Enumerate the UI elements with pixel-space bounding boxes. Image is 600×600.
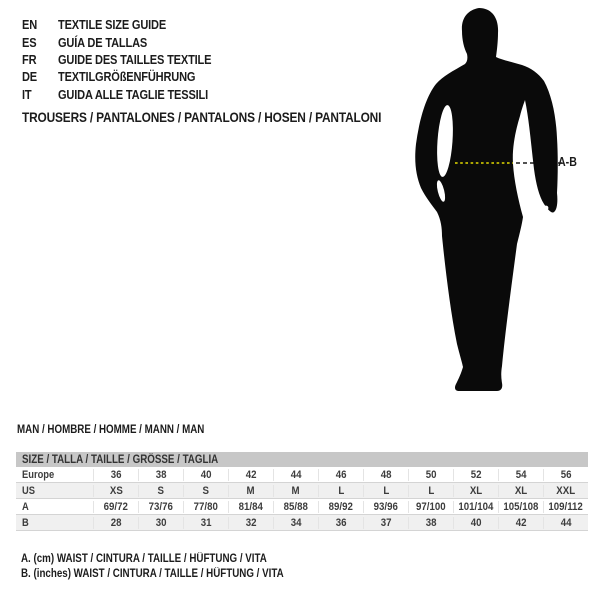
table-cell	[543, 469, 588, 481]
language-code-text: FR	[22, 51, 37, 67]
table-cell	[93, 501, 138, 513]
table-cell	[318, 517, 363, 529]
table-cell	[363, 469, 408, 481]
language-row	[22, 33, 238, 50]
table-cell-text: 34	[290, 516, 302, 529]
table-cell	[228, 485, 273, 497]
footnote-b	[21, 567, 330, 583]
table-cell-text: 77/80	[193, 500, 219, 513]
table-cell	[183, 469, 228, 481]
table-cell-text: 52	[470, 468, 482, 481]
row-label	[16, 469, 93, 481]
table-cell	[363, 501, 408, 513]
table-cell-text: 37	[380, 516, 392, 529]
table-cell-text: 101/104	[458, 500, 494, 513]
table-cell-text: 42	[515, 516, 527, 529]
table-cell	[228, 469, 273, 481]
table-cell-text: 30	[155, 516, 167, 529]
table-cell-text: 48	[380, 468, 392, 481]
size-table	[16, 452, 588, 531]
size-table-header	[16, 452, 588, 467]
row-label-text: B	[22, 516, 29, 529]
language-label-text: GUIDA ALLE TAGLIE TESSILI	[58, 86, 209, 102]
table-cell	[408, 517, 453, 529]
table-cell-text: XL	[514, 484, 528, 497]
table-cell	[228, 517, 273, 529]
table-row	[16, 483, 588, 499]
table-cell	[498, 517, 543, 529]
table-cell-text: 44	[560, 516, 572, 529]
table-cell	[138, 501, 183, 513]
table-cell	[363, 517, 408, 529]
language-code	[22, 52, 58, 67]
language-row	[22, 68, 238, 85]
table-cell-text: M	[291, 484, 301, 497]
language-code-text: EN	[22, 17, 38, 33]
footnote-text: B. (inches) WAIST / CINTURA / TAILLE / HÜFTUNG / VITA	[21, 568, 284, 581]
table-cell	[273, 485, 318, 497]
table-cell-text: 38	[155, 468, 167, 481]
table-cell	[138, 517, 183, 529]
table-row	[16, 467, 588, 483]
language-label	[58, 35, 163, 50]
table-cell-text: 56	[560, 468, 572, 481]
table-cell-text: 44	[290, 468, 302, 481]
table-cell	[273, 469, 318, 481]
footnote-a	[21, 551, 330, 567]
table-cell-text: 69/72	[103, 500, 129, 513]
footnotes	[21, 551, 330, 582]
table-cell-text: L	[383, 484, 389, 497]
table-cell	[273, 517, 318, 529]
table-cell	[93, 517, 138, 529]
table-cell-text: 81/84	[238, 500, 264, 513]
table-cell-text: 89/92	[328, 500, 354, 513]
language-label-text: GUÍA DE TALLAS	[58, 34, 148, 50]
table-cell	[228, 501, 273, 513]
table-cell-text: S	[202, 484, 210, 497]
table-cell	[138, 469, 183, 481]
table-cell-text: 28	[110, 516, 122, 529]
table-cell	[138, 485, 183, 497]
table-cell-text: L	[428, 484, 434, 497]
table-cell	[183, 485, 228, 497]
table-cell	[498, 469, 543, 481]
table-cell-text: 42	[245, 468, 257, 481]
table-cell	[408, 485, 453, 497]
table-cell-text: 36	[335, 516, 347, 529]
table-cell	[543, 485, 588, 497]
language-label	[58, 52, 238, 67]
table-cell-text: M	[246, 484, 256, 497]
table-cell	[453, 485, 498, 497]
row-label-text: Europe	[22, 468, 55, 481]
size-table-header-label: SIZE / TALLA / TAILLE / GRÖSSE / TAGLIA	[22, 453, 219, 466]
language-label-text: TEXTILE SIZE GUIDE	[58, 17, 167, 33]
table-cell-text: 85/88	[283, 500, 309, 513]
table-cell-text: 46	[335, 468, 347, 481]
man-silhouette	[405, 4, 590, 396]
row-label-text: US	[22, 484, 35, 497]
table-cell	[543, 517, 588, 529]
table-cell-text: 38	[425, 516, 437, 529]
table-cell-text: 40	[200, 468, 212, 481]
table-cell	[408, 469, 453, 481]
table-cell	[93, 485, 138, 497]
section-title-text: MAN / HOMBRE / HOMME / MANN / MAN	[17, 424, 205, 436]
table-cell	[318, 501, 363, 513]
table-cell	[498, 485, 543, 497]
table-cell-text: 54	[515, 468, 527, 481]
table-cell-text: L	[338, 484, 344, 497]
table-cell-text: XS	[109, 484, 123, 497]
table-cell-text: 40	[470, 516, 482, 529]
language-label-text: GUIDE DES TAILLES TEXTILE	[58, 51, 212, 67]
language-code	[22, 35, 58, 50]
table-cell	[273, 501, 318, 513]
language-row	[22, 86, 238, 103]
table-cell-text: 73/76	[148, 500, 174, 513]
table-cell-text: 109/112	[548, 500, 584, 513]
language-code-text: ES	[22, 34, 37, 50]
language-code-text: IT	[22, 86, 32, 102]
row-label	[16, 485, 93, 497]
table-cell	[408, 501, 453, 513]
table-cell-text: 32	[245, 516, 257, 529]
language-label-text: TEXTILGRÖßENFÜHRUNG	[58, 69, 196, 85]
table-cell	[318, 485, 363, 497]
language-row	[22, 51, 238, 68]
table-cell-text: 93/96	[373, 500, 399, 513]
table-cell-text: XXL	[556, 484, 576, 497]
table-cell	[93, 469, 138, 481]
language-code	[22, 69, 58, 84]
language-code	[22, 17, 58, 32]
table-cell	[543, 501, 588, 513]
category-title	[22, 109, 445, 125]
silhouette-path	[415, 8, 558, 391]
row-label	[16, 517, 93, 529]
table-cell-text: 31	[200, 516, 212, 529]
table-cell	[183, 501, 228, 513]
table-cell-text: 97/100	[416, 500, 446, 513]
table-cell-text: 105/108	[503, 500, 539, 513]
language-label	[58, 69, 220, 84]
table-cell	[183, 517, 228, 529]
table-cell-text: XL	[469, 484, 483, 497]
language-label	[58, 87, 235, 102]
table-cell-text: 50	[425, 468, 437, 481]
man-silhouette-figure	[405, 4, 590, 396]
measure-label-text: A-B	[558, 155, 577, 169]
table-cell-text: 36	[110, 468, 122, 481]
language-code-text: DE	[22, 69, 38, 85]
table-cell	[453, 469, 498, 481]
language-code	[22, 87, 58, 102]
table-cell	[453, 501, 498, 513]
table-row	[16, 515, 588, 531]
row-label-text: A	[22, 500, 29, 513]
category-title-text: TROUSERS / PANTALONES / PANTALONS / HOSEN / PANTALONI	[22, 109, 382, 125]
row-label	[16, 501, 93, 513]
section-title-man	[17, 424, 237, 436]
table-cell-text: S	[157, 484, 165, 497]
size-table-body	[16, 467, 588, 531]
language-list	[22, 16, 238, 103]
table-cell	[453, 517, 498, 529]
table-cell	[318, 469, 363, 481]
language-label	[58, 17, 185, 32]
language-row	[22, 16, 238, 33]
table-cell	[498, 501, 543, 513]
footnote-text: A. (cm) WAIST / CINTURA / TAILLE / HÜFTUNG / VITA	[21, 552, 267, 565]
table-row	[16, 499, 588, 515]
table-cell	[363, 485, 408, 497]
hand-detail	[544, 206, 549, 211]
measure-label-ab	[558, 155, 580, 169]
